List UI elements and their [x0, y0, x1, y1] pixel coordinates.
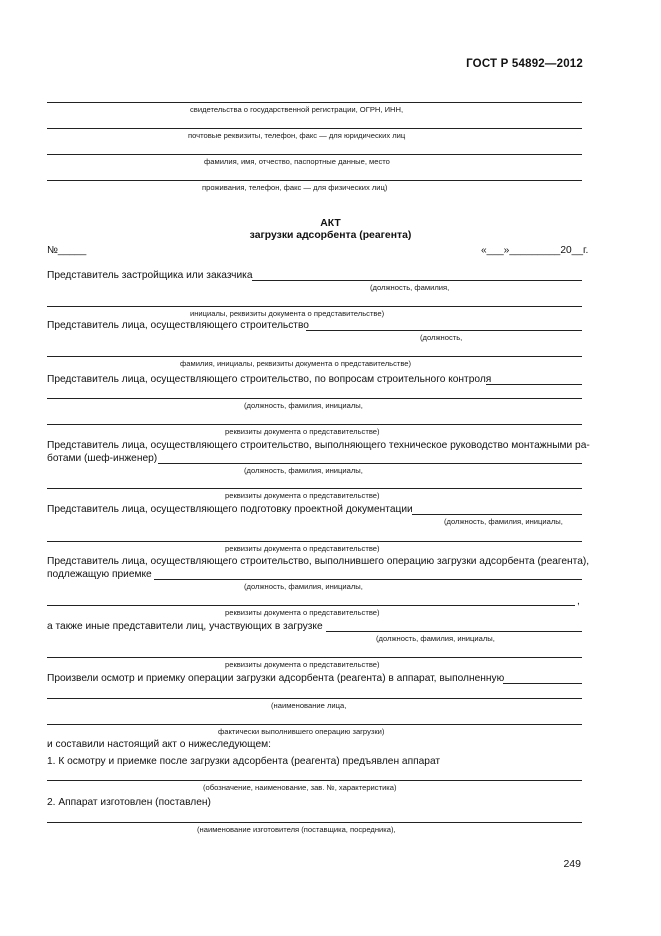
control-field[interactable]	[486, 384, 582, 385]
chief-field[interactable]	[158, 463, 582, 464]
loader-field[interactable]	[154, 579, 582, 580]
act-date[interactable]: «___»_________20__г.	[481, 245, 589, 256]
comma: ,	[577, 596, 580, 607]
compiled-text: и составили настоящий акт о нижеследующем:	[47, 739, 271, 750]
control-label: Представитель лица, осуществляющего строительство, по вопросам строительного контроля	[47, 374, 492, 385]
customer-label: Представитель застройщика или заказчика	[47, 270, 253, 281]
field-caption: (должность,	[420, 333, 463, 342]
field-line[interactable]	[47, 306, 582, 307]
field-caption: (должность, фамилия, инициалы,	[244, 466, 363, 475]
field-line[interactable]	[47, 724, 582, 725]
others-field[interactable]	[326, 631, 582, 632]
field-caption: инициалы, реквизиты документа о представительстве)	[190, 309, 385, 318]
field-caption: (должность, фамилия, инициалы,	[376, 634, 495, 643]
customer-field[interactable]	[252, 280, 582, 281]
act-subtitle: загрузки адсорбента (реагента)	[249, 230, 412, 241]
builder-label: Представитель лица, осуществляющего строительство	[47, 320, 309, 331]
page-number: 249	[563, 858, 581, 870]
field-line[interactable]	[47, 180, 582, 181]
field-caption: реквизиты документа о представительстве)	[225, 608, 380, 617]
standard-number: ГОСТ Р 54892—2012	[466, 58, 583, 70]
field-line[interactable]	[47, 424, 582, 425]
field-line[interactable]	[47, 488, 582, 489]
field-line[interactable]	[47, 102, 582, 103]
act-title: АКТ	[320, 218, 341, 229]
item2-text: 2. Аппарат изготовлен (поставлен)	[47, 797, 211, 808]
field-caption: (наименование лица,	[271, 701, 347, 710]
field-caption: реквизиты документа о представительстве)	[225, 427, 380, 436]
chief-label-2: ботами (шеф-инженер)	[47, 453, 158, 464]
field-caption: фактически выполнившего операцию загрузки)	[218, 727, 385, 736]
field-caption: проживания, телефон, факс — для физических лиц)	[202, 183, 388, 192]
item1-text: 1. К осмотру и приемке после загрузки адсорбента (реагента) предъявлен аппарат	[47, 756, 441, 767]
field-line[interactable]	[47, 822, 582, 823]
act-number[interactable]: №_____	[47, 245, 87, 256]
design-field[interactable]	[412, 514, 582, 515]
field-line[interactable]	[47, 128, 582, 129]
field-line[interactable]	[47, 605, 575, 606]
field-caption: реквизиты документа о представительстве)	[225, 491, 380, 500]
field-line[interactable]	[47, 356, 582, 357]
field-caption: (должность, фамилия, инициалы,	[244, 582, 363, 591]
inspection-label: Произвели осмотр и приемку операции загрузки адсорбента (реагента) в аппарат, выполненную	[47, 673, 505, 684]
field-caption: (обозначение, наименование, зав. №, характеристика)	[203, 783, 397, 792]
field-caption: реквизиты документа о представительстве)	[225, 544, 380, 553]
field-line[interactable]	[47, 154, 582, 155]
inspection-field[interactable]	[503, 683, 582, 684]
chief-label-1: Представитель лица, осуществляющего строительство, выполняющего техническое руководство монтажными ра-	[47, 440, 590, 451]
others-label: а также иные представители лиц, участвующих в загрузке	[47, 621, 323, 632]
field-caption: (должность, фамилия, инициалы,	[244, 401, 363, 410]
field-line[interactable]	[47, 780, 582, 781]
field-caption: почтовые реквизиты, телефон, факс — для юридических лиц	[188, 131, 406, 140]
field-line[interactable]	[47, 541, 582, 542]
field-caption: (наименование изготовителя (поставщика, посредника),	[197, 825, 396, 834]
field-caption: (должность, фамилия, инициалы,	[444, 517, 563, 526]
field-line[interactable]	[47, 657, 582, 658]
loader-label-2: подлежащую приемке	[47, 569, 152, 580]
field-line[interactable]	[47, 398, 582, 399]
field-caption: свидетельства о государственной регистрации, ОГРН, ИНН,	[190, 105, 404, 114]
field-caption: (должность, фамилия,	[370, 283, 450, 292]
builder-field[interactable]	[306, 330, 582, 331]
field-caption: фамилия, инициалы, реквизиты документа о представительстве)	[180, 359, 412, 368]
field-caption: реквизиты документа о представительстве)	[225, 660, 380, 669]
field-line[interactable]	[47, 698, 582, 699]
loader-label-1: Представитель лица, осуществляющего строительство, выполнившего операцию загрузки адсорбента (реагента),	[47, 556, 590, 567]
field-caption: фамилия, имя, отчество, паспортные данные, место	[204, 157, 390, 166]
design-label: Представитель лица, осуществляющего подготовку проектной документации	[47, 504, 413, 515]
